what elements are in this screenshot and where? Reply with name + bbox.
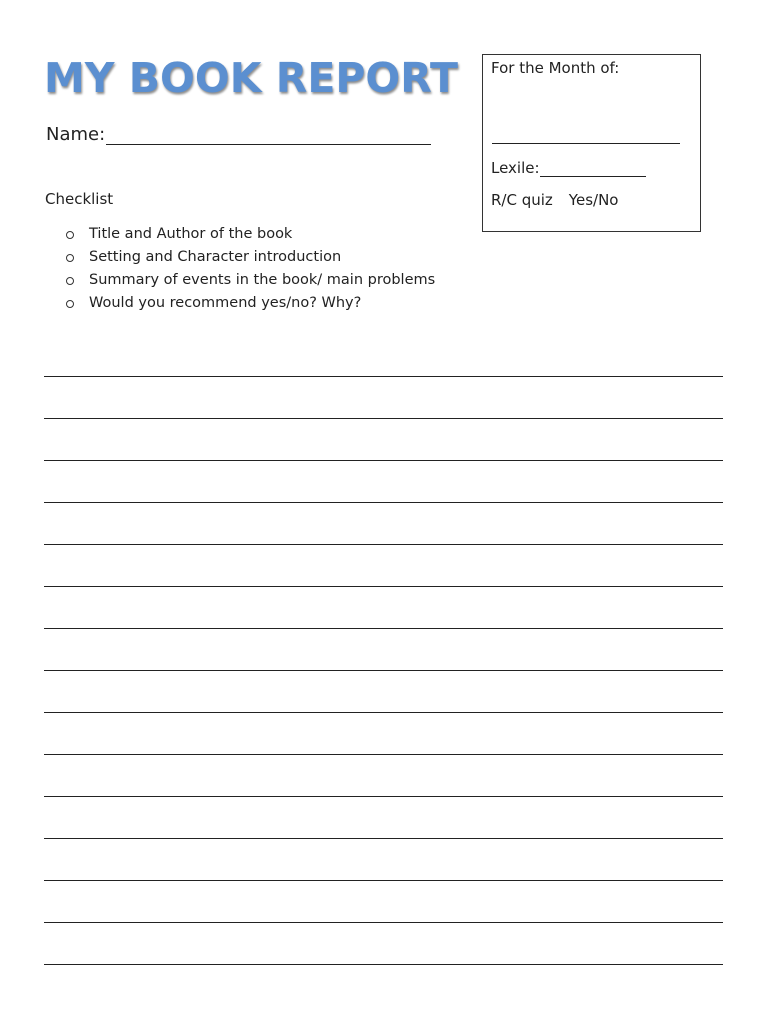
hollow-bullet-icon xyxy=(66,254,74,262)
name-label: Name: xyxy=(46,124,106,145)
writing-line[interactable] xyxy=(44,628,723,670)
info-box xyxy=(482,54,701,232)
writing-line[interactable] xyxy=(44,418,723,460)
quiz-label: R/C quiz xyxy=(491,191,553,209)
hollow-bullet-icon xyxy=(66,231,74,239)
month-label: For the Month of: xyxy=(491,59,620,77)
checklist-item xyxy=(66,269,435,292)
name-blank[interactable] xyxy=(106,124,431,145)
writing-line[interactable] xyxy=(44,796,723,838)
report-title: MY BOOK REPORT xyxy=(44,54,458,102)
writing-line[interactable] xyxy=(44,754,723,796)
checklist-item-label: Summary of events in the book/ main problems xyxy=(89,272,436,288)
writing-line[interactable] xyxy=(44,712,723,754)
writing-line[interactable] xyxy=(44,922,723,964)
writing-line[interactable] xyxy=(44,460,723,502)
hollow-bullet-icon xyxy=(66,277,74,285)
checklist xyxy=(66,223,435,315)
writing-line[interactable] xyxy=(44,670,723,712)
quiz-options[interactable]: Yes/No xyxy=(568,191,619,209)
writing-line[interactable] xyxy=(44,880,723,922)
checklist-item-label: Would you recommend yes/no? Why? xyxy=(89,295,362,311)
lexile-blank[interactable] xyxy=(540,160,646,177)
writing-line[interactable] xyxy=(44,838,723,880)
writing-line[interactable] xyxy=(44,964,723,1006)
writing-line[interactable] xyxy=(44,544,723,586)
checklist-item xyxy=(66,246,435,269)
month-blank[interactable] xyxy=(492,143,680,144)
name-field-row xyxy=(46,124,431,145)
writing-area xyxy=(44,376,723,1006)
checklist-item-label: Setting and Character introduction xyxy=(89,249,342,265)
lexile-field-row xyxy=(491,159,646,177)
lexile-label: Lexile: xyxy=(491,159,540,177)
checklist-item xyxy=(66,292,435,315)
checklist-item xyxy=(66,223,435,246)
writing-line[interactable] xyxy=(44,586,723,628)
quiz-row xyxy=(491,191,618,209)
writing-line[interactable] xyxy=(44,376,723,418)
checklist-heading: Checklist xyxy=(45,190,114,208)
writing-line[interactable] xyxy=(44,502,723,544)
hollow-bullet-icon xyxy=(66,300,74,308)
checklist-item-label: Title and Author of the book xyxy=(89,226,293,242)
